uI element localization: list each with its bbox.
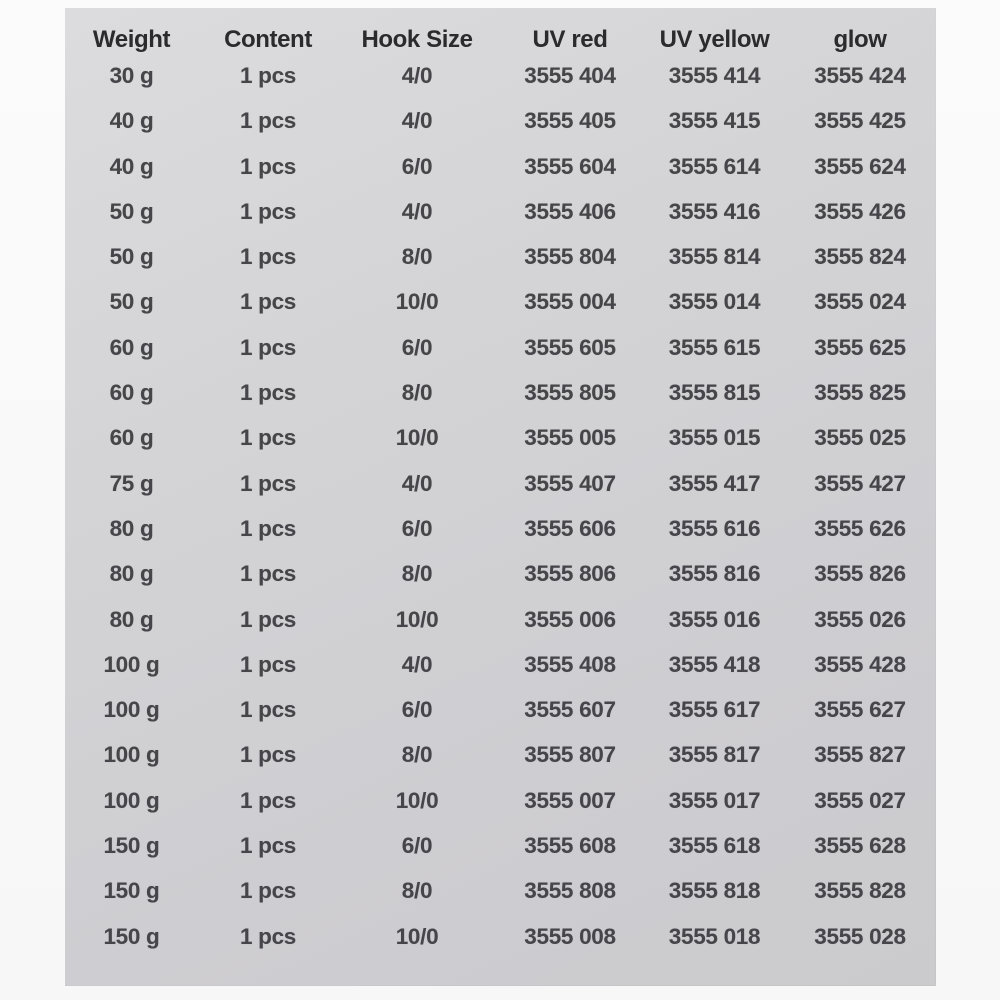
table-cell: 3555 606 (524, 515, 616, 541)
table-cell: 3555 427 (814, 470, 906, 496)
table-cell: 3555 405 (524, 108, 616, 134)
table-cell: 50 g (109, 289, 154, 315)
table-cell: 150 g (103, 832, 160, 858)
table-cell: 3555 016 (668, 606, 761, 632)
table-cell: 3555 008 (524, 923, 616, 949)
table-cell: 50 g (109, 198, 154, 224)
table-cell: 3555 406 (524, 198, 616, 224)
column-header-hook-size: Hook Size (361, 26, 473, 53)
table-cell: 80 g (109, 561, 154, 587)
table-cell: 10/0 (395, 787, 439, 813)
table-cell: 3555 826 (814, 561, 906, 587)
table-cell: 8/0 (401, 561, 433, 587)
table-cell: 1 pcs (239, 425, 297, 451)
table-cell: 4/0 (401, 62, 433, 88)
table-cell: 1 pcs (239, 697, 297, 723)
column-header-weight: Weight (92, 26, 171, 53)
table-cell: 6/0 (401, 697, 433, 723)
table-cell: 40 g (109, 153, 154, 179)
table-cell: 1 pcs (239, 153, 297, 179)
table-cell: 3555 825 (814, 380, 906, 406)
table-cell: 1 pcs (239, 923, 297, 949)
table-cell: 1 pcs (239, 198, 297, 224)
table-cell: 40 g (109, 108, 154, 134)
table-cell: 3555 027 (814, 787, 906, 813)
table-cell: 3555 618 (668, 832, 761, 858)
table-cell: 3555 616 (668, 515, 761, 541)
table-cell: 150 g (103, 878, 160, 904)
column-header-glow: glow (833, 26, 887, 53)
table-cell: 1 pcs (239, 108, 297, 134)
table-cell: 1 pcs (239, 742, 297, 768)
table-cell: 3555 617 (668, 697, 761, 723)
table-cell: 3555 808 (524, 878, 616, 904)
table-cell: 3555 417 (668, 470, 761, 496)
table-cell: 3555 814 (668, 244, 761, 270)
table-cell: 3555 607 (524, 697, 616, 723)
table-cell: 3555 414 (668, 62, 761, 88)
table-cell: 3555 627 (814, 697, 906, 723)
table-cell: 1 pcs (239, 832, 297, 858)
table-cell: 1 pcs (239, 561, 297, 587)
table-cell: 1 pcs (239, 515, 297, 541)
table-cell: 3555 004 (524, 289, 616, 315)
table-cell: 8/0 (401, 742, 433, 768)
table-cell: 3555 818 (668, 878, 761, 904)
table-cell: 100 g (103, 697, 160, 723)
table-cell: 4/0 (401, 108, 433, 134)
table-cell: 1 pcs (239, 651, 297, 677)
table-cell: 60 g (109, 380, 154, 406)
table-cell: 10/0 (395, 923, 439, 949)
table-cell: 80 g (109, 606, 154, 632)
table-cell: 3555 806 (524, 561, 616, 587)
table-cell: 3555 005 (524, 425, 616, 451)
table-cell: 3555 014 (668, 289, 761, 315)
table-cell: 1 pcs (239, 470, 297, 496)
table-cell: 6/0 (401, 334, 433, 360)
table-cell: 3555 816 (668, 561, 761, 587)
table-cell: 1 pcs (239, 878, 297, 904)
table-cell: 3555 608 (524, 832, 616, 858)
table-cell: 3555 026 (814, 606, 906, 632)
table-cell: 4/0 (401, 651, 433, 677)
column-header-uv-yellow: UV yellow (659, 26, 770, 53)
table-cell: 100 g (103, 742, 160, 768)
table-cell: 3555 805 (524, 380, 616, 406)
product-spec-table (65, 8, 936, 986)
table-cell: 100 g (103, 787, 160, 813)
table-cell: 3555 006 (524, 606, 616, 632)
table-cell: 3555 817 (668, 742, 761, 768)
table-cell: 6/0 (401, 832, 433, 858)
table-cell: 1 pcs (239, 334, 297, 360)
table-cell: 3555 827 (814, 742, 906, 768)
table-cell: 3555 428 (814, 651, 906, 677)
table-cell: 50 g (109, 244, 154, 270)
table-cell: 6/0 (401, 153, 433, 179)
table-cell: 3555 426 (814, 198, 906, 224)
table-cell: 6/0 (401, 515, 433, 541)
table-cell: 3555 614 (668, 153, 761, 179)
table-cell: 3555 024 (814, 289, 906, 315)
table-cell: 3555 007 (524, 787, 616, 813)
table-cell: 3555 624 (814, 153, 906, 179)
table-cell: 3555 404 (524, 62, 616, 88)
table-cell: 3555 424 (814, 62, 906, 88)
table-cell: 3555 018 (668, 923, 761, 949)
table-cell: 4/0 (401, 470, 433, 496)
table-cell: 1 pcs (239, 787, 297, 813)
table-cell: 60 g (109, 425, 154, 451)
table-cell: 3555 615 (668, 334, 761, 360)
table-cell: 3555 425 (814, 108, 906, 134)
table-cell: 60 g (109, 334, 154, 360)
table-cell: 3555 605 (524, 334, 616, 360)
column-header-uv-red: UV red (532, 26, 608, 53)
table-cell: 3555 015 (668, 425, 761, 451)
table-cell: 8/0 (401, 244, 433, 270)
table-cell: 3555 408 (524, 651, 616, 677)
table-cell: 3555 418 (668, 651, 761, 677)
table-cell: 1 pcs (239, 62, 297, 88)
table-cell: 10/0 (395, 289, 439, 315)
table-cell: 3555 828 (814, 878, 906, 904)
table-cell: 3555 626 (814, 515, 906, 541)
table-cell: 8/0 (401, 380, 433, 406)
table-cell: 3555 415 (668, 108, 761, 134)
table-cell: 10/0 (395, 606, 439, 632)
table-cell: 30 g (109, 62, 154, 88)
table-cell: 3555 824 (814, 244, 906, 270)
table-cell: 3555 807 (524, 742, 616, 768)
table-cell: 150 g (103, 923, 160, 949)
table-cell: 1 pcs (239, 289, 297, 315)
table-cell: 1 pcs (239, 606, 297, 632)
table-cell: 3555 815 (668, 380, 761, 406)
table-cell: 10/0 (395, 425, 439, 451)
table-cell: 3555 407 (524, 470, 616, 496)
table-cell: 3555 017 (668, 787, 761, 813)
table-grid (65, 8, 935, 959)
column-header-content: Content (224, 26, 312, 53)
table-cell: 75 g (109, 470, 154, 496)
table-cell: 1 pcs (239, 380, 297, 406)
table-cell: 1 pcs (239, 244, 297, 270)
table-cell: 3555 804 (524, 244, 616, 270)
table-cell: 3555 628 (814, 832, 906, 858)
table-cell: 3555 025 (814, 425, 906, 451)
table-cell: 3555 416 (668, 198, 761, 224)
table-cell: 80 g (109, 515, 154, 541)
table-cell: 3555 028 (814, 923, 906, 949)
table-cell: 3555 604 (524, 153, 616, 179)
table-cell: 8/0 (401, 878, 433, 904)
table-cell: 4/0 (401, 198, 433, 224)
table-cell: 100 g (103, 651, 160, 677)
table-cell: 3555 625 (814, 334, 906, 360)
